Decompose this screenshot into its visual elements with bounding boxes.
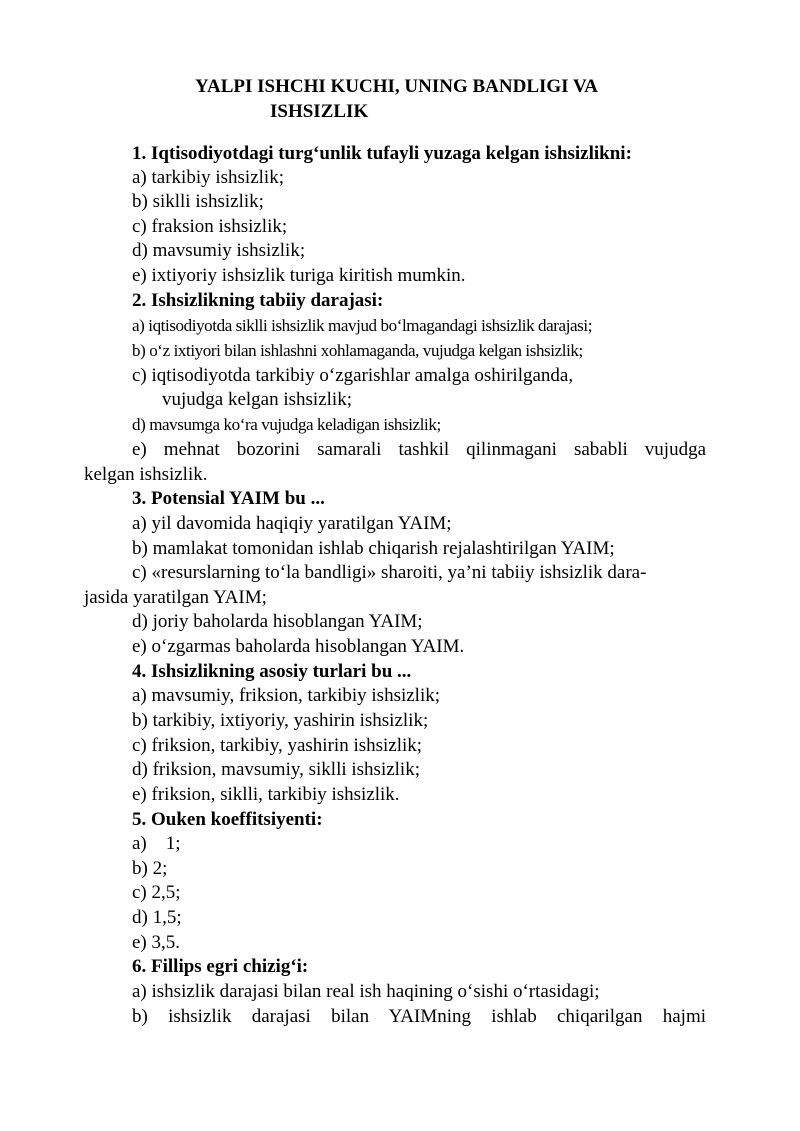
q2-option-d: d) mavsumga ko‘ra vujudga keladigan ishsizlik;	[132, 415, 441, 434]
question-1: 1. Iqtisodiyotdagi turg‘unlik tufayli yuzaga kelgan ishsizlikni:	[132, 143, 632, 164]
q5-option-a: a) 1;	[132, 833, 181, 854]
q4-option-c: c) friksion, tarkibiy, yashirin ishsizlik;	[132, 735, 423, 756]
q4-option-e: e) friksion, siklli, tarkibiy ishsizlik.	[132, 784, 400, 805]
document-title-line2: ISHSIZLIK	[270, 101, 369, 122]
q3-option-b: b) mamlakat tomonidan ishlab chiqarish rejalashtirilgan YAIM;	[132, 538, 615, 559]
q3-option-a: a) yil davomida haqiqiy yaratilgan YAIM;	[132, 513, 452, 534]
question-4: 4. Ishsizlikning asosiy turlari bu ...	[132, 661, 412, 682]
q1-option-e: e) ixtiyoriy ishsizlik turiga kiritish mumkin.	[132, 265, 466, 286]
q2-option-e-line2: kelgan ishsizlik.	[84, 464, 208, 485]
question-2: 2. Ishsizlikning tabiiy darajasi:	[132, 290, 384, 311]
q1-option-a: a) tarkibiy ishsizlik;	[132, 167, 284, 188]
q6-option-a: a) ishsizlik darajasi bilan real ish haqining o‘sishi o‘rtasidagi;	[132, 981, 600, 1002]
q2-option-c-line1: c) iqtisodiyotda tarkibiy o‘zgarishlar amalga oshirilganda,	[132, 365, 574, 386]
q5-option-b: b) 2;	[132, 858, 168, 879]
q3-option-e: e) o‘zgarmas baholarda hisoblangan YAIM.	[132, 636, 465, 657]
document-title-line1: YALPI ISHCHI KUCHI, UNING BANDLIGI VA	[195, 76, 598, 97]
q2-option-b: b) o‘z ixtiyori bilan ishlashni xohlamaganda, vujudga kelgan ishsizlik;	[132, 341, 583, 360]
q5-option-c: c) 2,5;	[132, 882, 181, 903]
q5-option-d: d) 1,5;	[132, 907, 182, 928]
q4-option-a: a) mavsumiy, friksion, tarkibiy ishsizlik;	[132, 685, 441, 706]
q4-option-b: b) tarkibiy, ixtiyoriy, yashirin ishsizlik;	[132, 710, 429, 731]
q3-option-c-line1: c) «resurslarning to‘la bandligi» sharoiti, ya’ni tabiiy ishsizlik dara-	[132, 562, 647, 583]
q6-option-b: b) ishsizlik darajasi bilan YAIMning ishlab chiqarilgan hajmi	[132, 1006, 706, 1027]
q5-option-e: e) 3,5.	[132, 932, 181, 953]
q3-option-c-line2: jasida yaratilgan YAIM;	[84, 587, 267, 608]
question-6: 6. Fillips egri chizig‘i:	[132, 956, 309, 977]
q2-option-a: a) iqtisodiyotda siklli ishsizlik mavjud bo‘lmagandagi ishsizlik darajasi;	[132, 316, 593, 335]
question-3: 3. Potensial YAIM bu ...	[132, 488, 325, 509]
q1-option-b: b) siklli ishsizlik;	[132, 191, 264, 212]
q4-option-d: d) friksion, mavsumiy, siklli ishsizlik;	[132, 759, 420, 780]
q2-option-e-line1: e) mehnat bozorini samarali tashkil qilinmagani sababli vujudga	[132, 439, 706, 460]
q3-option-d: d) joriy baholarda hisoblangan YAIM;	[132, 611, 423, 632]
q1-option-d: d) mavsumiy ishsizlik;	[132, 240, 306, 261]
q1-option-c: c) fraksion ishsizlik;	[132, 216, 288, 237]
question-5: 5. Ouken koeffitsiyenti:	[132, 809, 323, 830]
q2-option-c-line2: vujudga kelgan ishsizlik;	[162, 389, 352, 410]
